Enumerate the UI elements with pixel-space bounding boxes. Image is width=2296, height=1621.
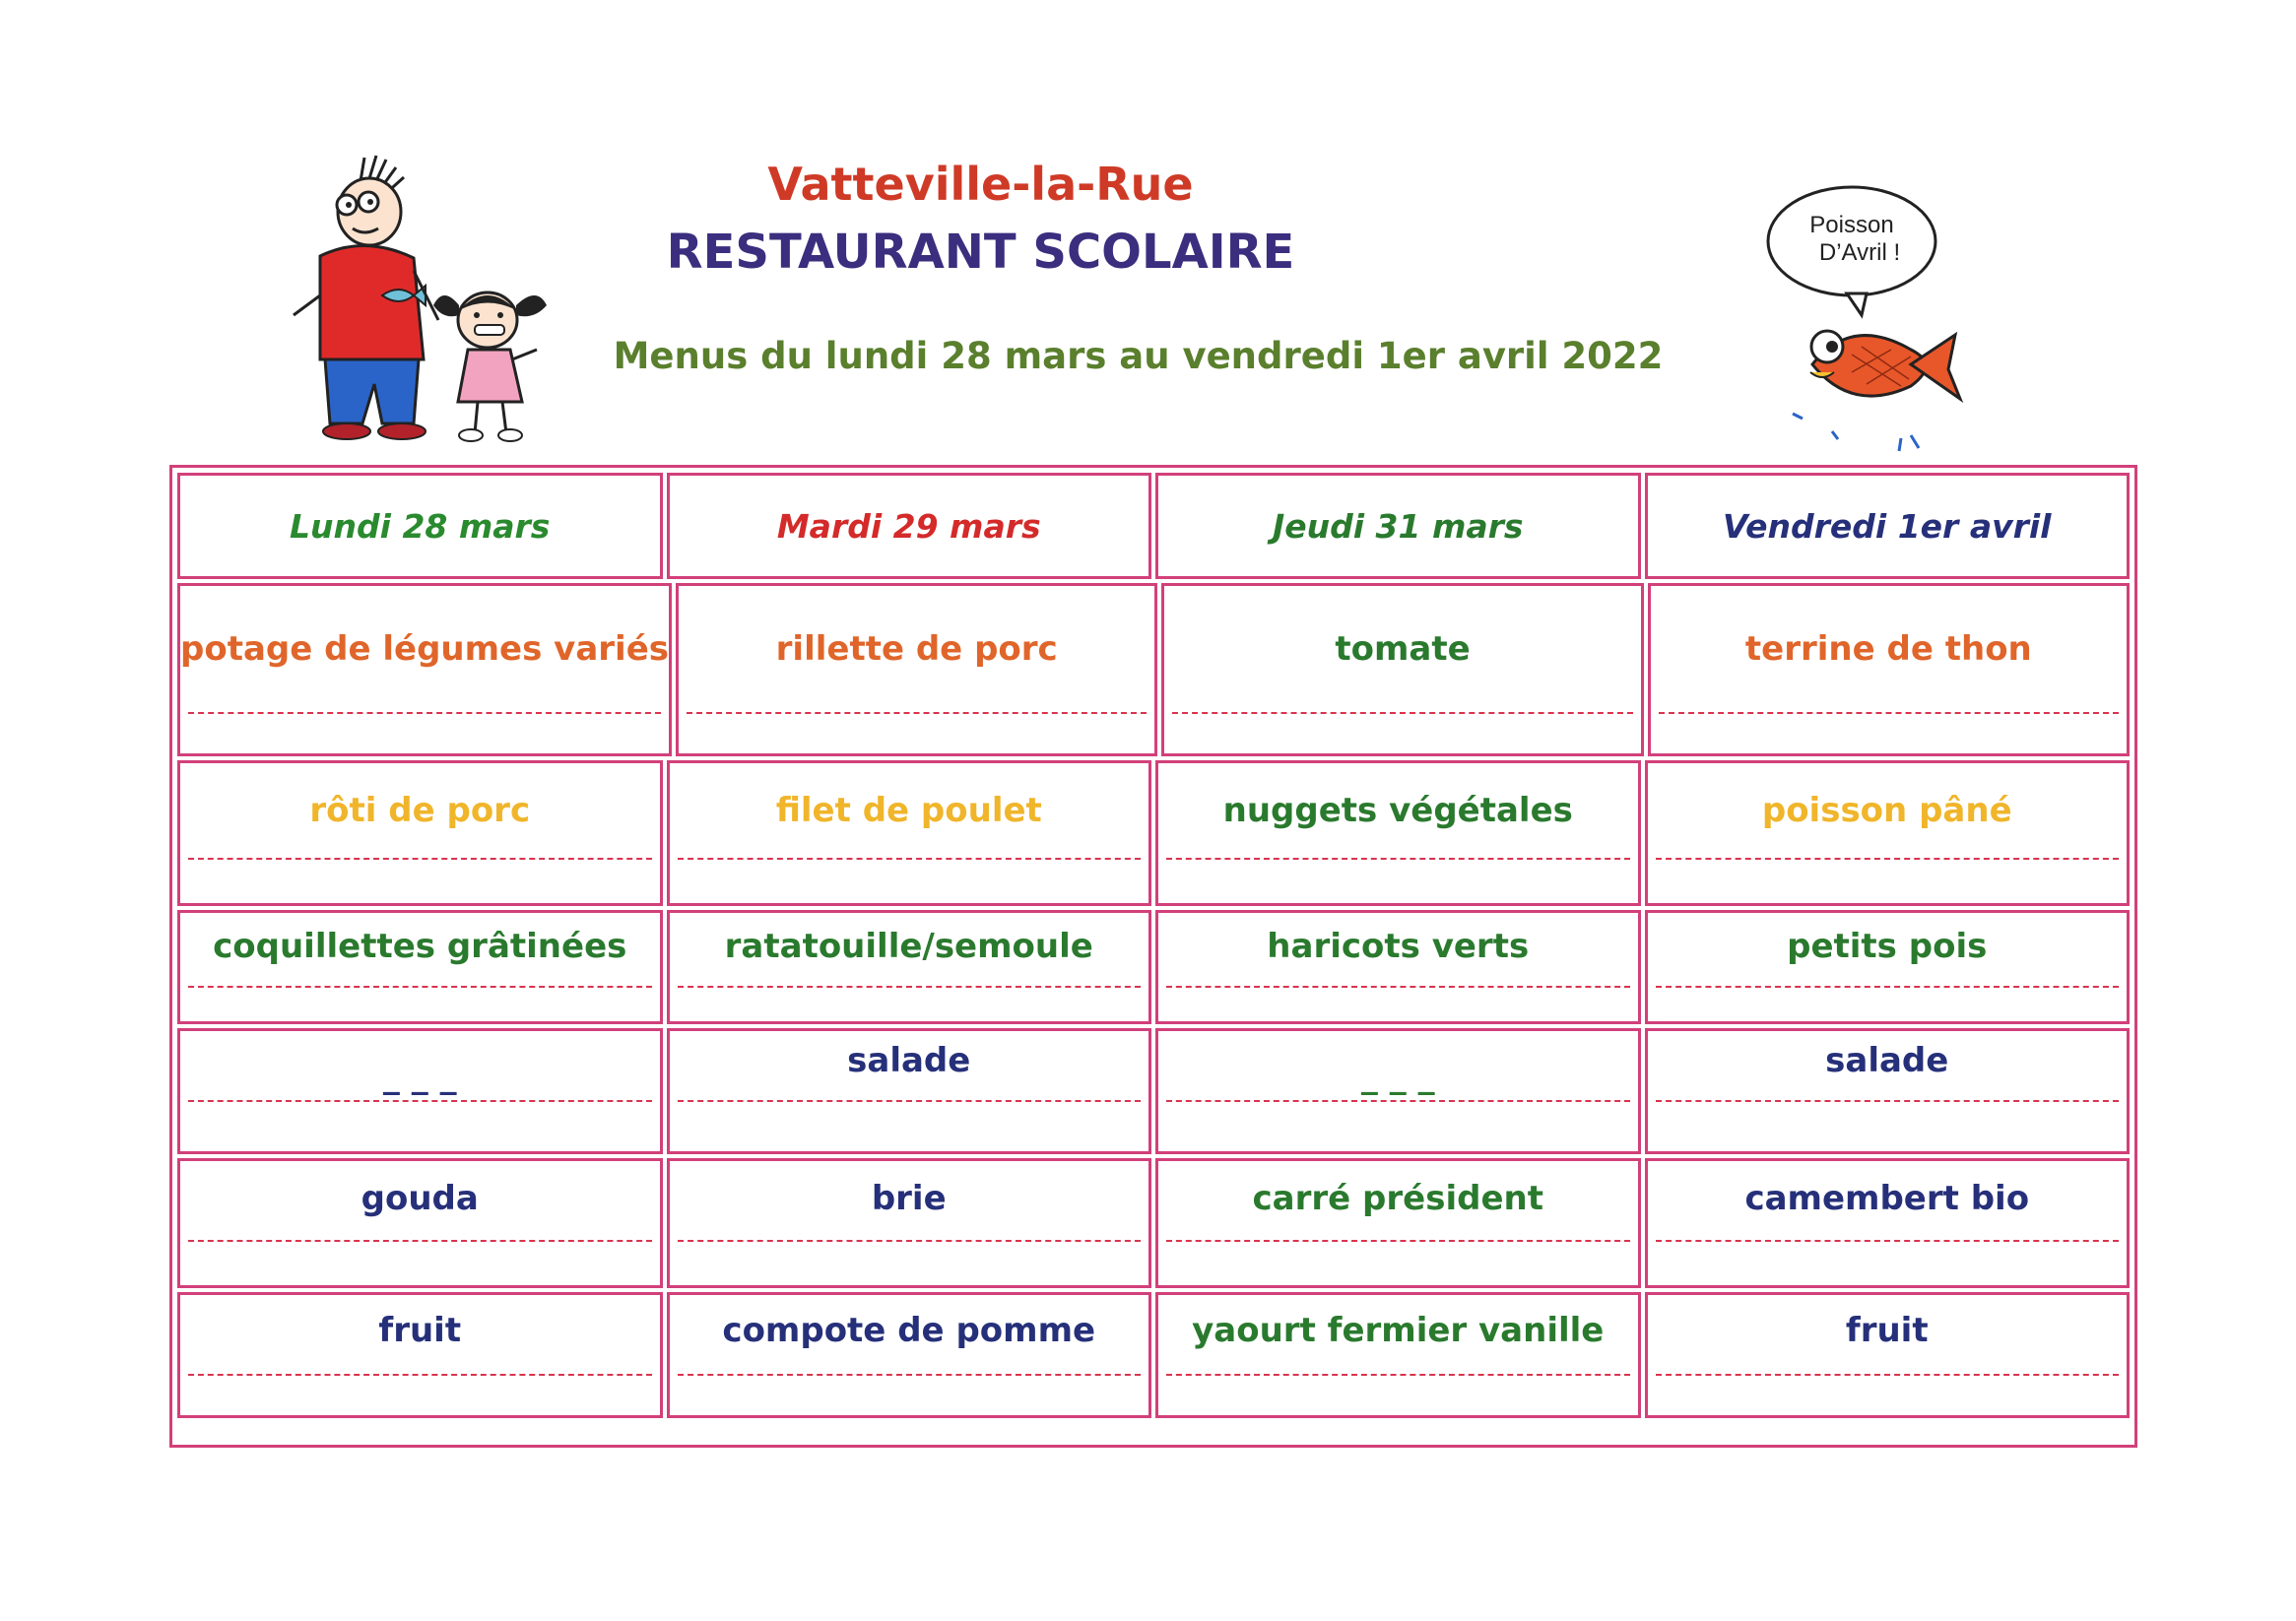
menu-cell [667,1292,1152,1418]
menu-cell [1155,760,1641,906]
dashed-rule [188,1100,652,1102]
dashed-rule [1166,1374,1630,1376]
menu-row-dessert [175,1290,2132,1420]
menu-cell [667,1158,1152,1288]
menu-cell [1645,1292,2131,1418]
menu-cell [667,760,1152,906]
menu-cell [1161,583,1643,756]
menu-cell [667,1028,1152,1154]
day-label: Mardi 29 mars [776,506,1041,546]
dish-text: salade [847,1041,971,1080]
speech-bubble-text: Poisson [1809,212,1894,238]
day-label: Jeudi 31 mars [1272,506,1524,546]
dashed-rule [188,986,652,988]
menu-cell [177,1158,663,1288]
menu-cell [177,1292,663,1418]
day-header-friday [1645,473,2131,579]
dashed-rule [678,1240,1142,1242]
dish-text: yaourt fermier vanille [1192,1311,1605,1350]
dish-text: poisson pâné [1761,791,2012,830]
page-title: RESTAURANT SCOLAIRE [666,225,1295,280]
april-fish-illustration [1753,177,2009,453]
speech-bubble-text-2: D’Avril ! [1818,239,1901,266]
menu-period-subtitle: Menus du lundi 28 mars au vendredi 1er avril 2022 [613,335,1664,377]
dish-text: brie [871,1179,947,1218]
dish-text: filet de poulet [775,791,1042,830]
dashed-rule [1166,1240,1630,1242]
menu-row-starter [175,581,2132,758]
dashed-rule [1656,1240,2120,1242]
menu-row-salad [175,1026,2132,1156]
adult-and-child-illustration [266,148,591,453]
dish-text: nuggets végétales [1222,791,1573,830]
dish-text: salade [1825,1041,1949,1080]
menu-cell [1645,1158,2131,1288]
dish-text: camembert bio [1744,1179,2030,1218]
dish-text: rôti de porc [309,791,531,830]
menu-cell [1645,910,2131,1024]
menu-row-cheese [175,1156,2132,1290]
dashed-rule [1166,858,1630,860]
dashed-rule [188,1240,652,1242]
dish-text: compote de pomme [722,1311,1096,1350]
dashed-rule [678,986,1142,988]
menu-row-side [175,908,2132,1026]
day-header-tuesday [667,473,1152,579]
dish-text: potage de légumes variés [180,629,670,669]
dish-text: tomate [1335,629,1471,669]
dish-text: fruit [1845,1311,1929,1350]
dashed-rule [678,1100,1142,1102]
menu-cell [1648,583,2130,756]
dish-text: terrine de thon [1744,629,2032,669]
dish-text: haricots verts [1267,927,1530,966]
dish-text: ratatouille/semoule [724,927,1093,966]
dish-text: rillette de porc [775,629,1058,669]
dashed-rule [1656,1100,2120,1102]
menu-cell [1155,1158,1641,1288]
menu-row-main [175,758,2132,908]
day-label: Vendredi 1er avril [1723,506,2052,546]
dashed-rule [1172,712,1632,714]
dish-text: _ _ _ [1360,1057,1435,1096]
menu-table [169,465,2137,1448]
dish-text: gouda [361,1179,479,1218]
dashed-rule [1166,1100,1630,1102]
menu-cell [667,910,1152,1024]
day-header-row [175,471,2132,581]
dish-text: fruit [378,1311,462,1350]
dish-text: carré président [1252,1179,1543,1218]
dish-text: coquillettes grâtinées [213,927,627,966]
menu-cell [1155,1028,1641,1154]
dashed-rule [1656,1374,2120,1376]
dashed-rule [678,858,1142,860]
dashed-rule [188,858,652,860]
dashed-rule [1166,986,1630,988]
menu-cell [676,583,1157,756]
menu-cell [1645,760,2131,906]
menu-cell [1645,1028,2131,1154]
menu-cell [177,910,663,1024]
dashed-rule [188,712,661,714]
menu-cell [177,1028,663,1154]
day-header-monday [177,473,663,579]
dashed-rule [1659,712,2119,714]
menu-cell [177,760,663,906]
menu-cell [177,583,672,756]
day-label: Lundi 28 mars [290,506,551,546]
menu-cell [1155,910,1641,1024]
day-header-thursday [1155,473,1641,579]
dashed-rule [188,1374,652,1376]
dish-text: petits pois [1787,927,1988,966]
dish-text: _ _ _ [382,1057,457,1096]
dashed-rule [678,1374,1142,1376]
menu-cell [1155,1292,1641,1418]
dashed-rule [687,712,1147,714]
dashed-rule [1656,986,2120,988]
town-name: Vatteville-la-Rue [767,158,1194,211]
dashed-rule [1656,858,2120,860]
